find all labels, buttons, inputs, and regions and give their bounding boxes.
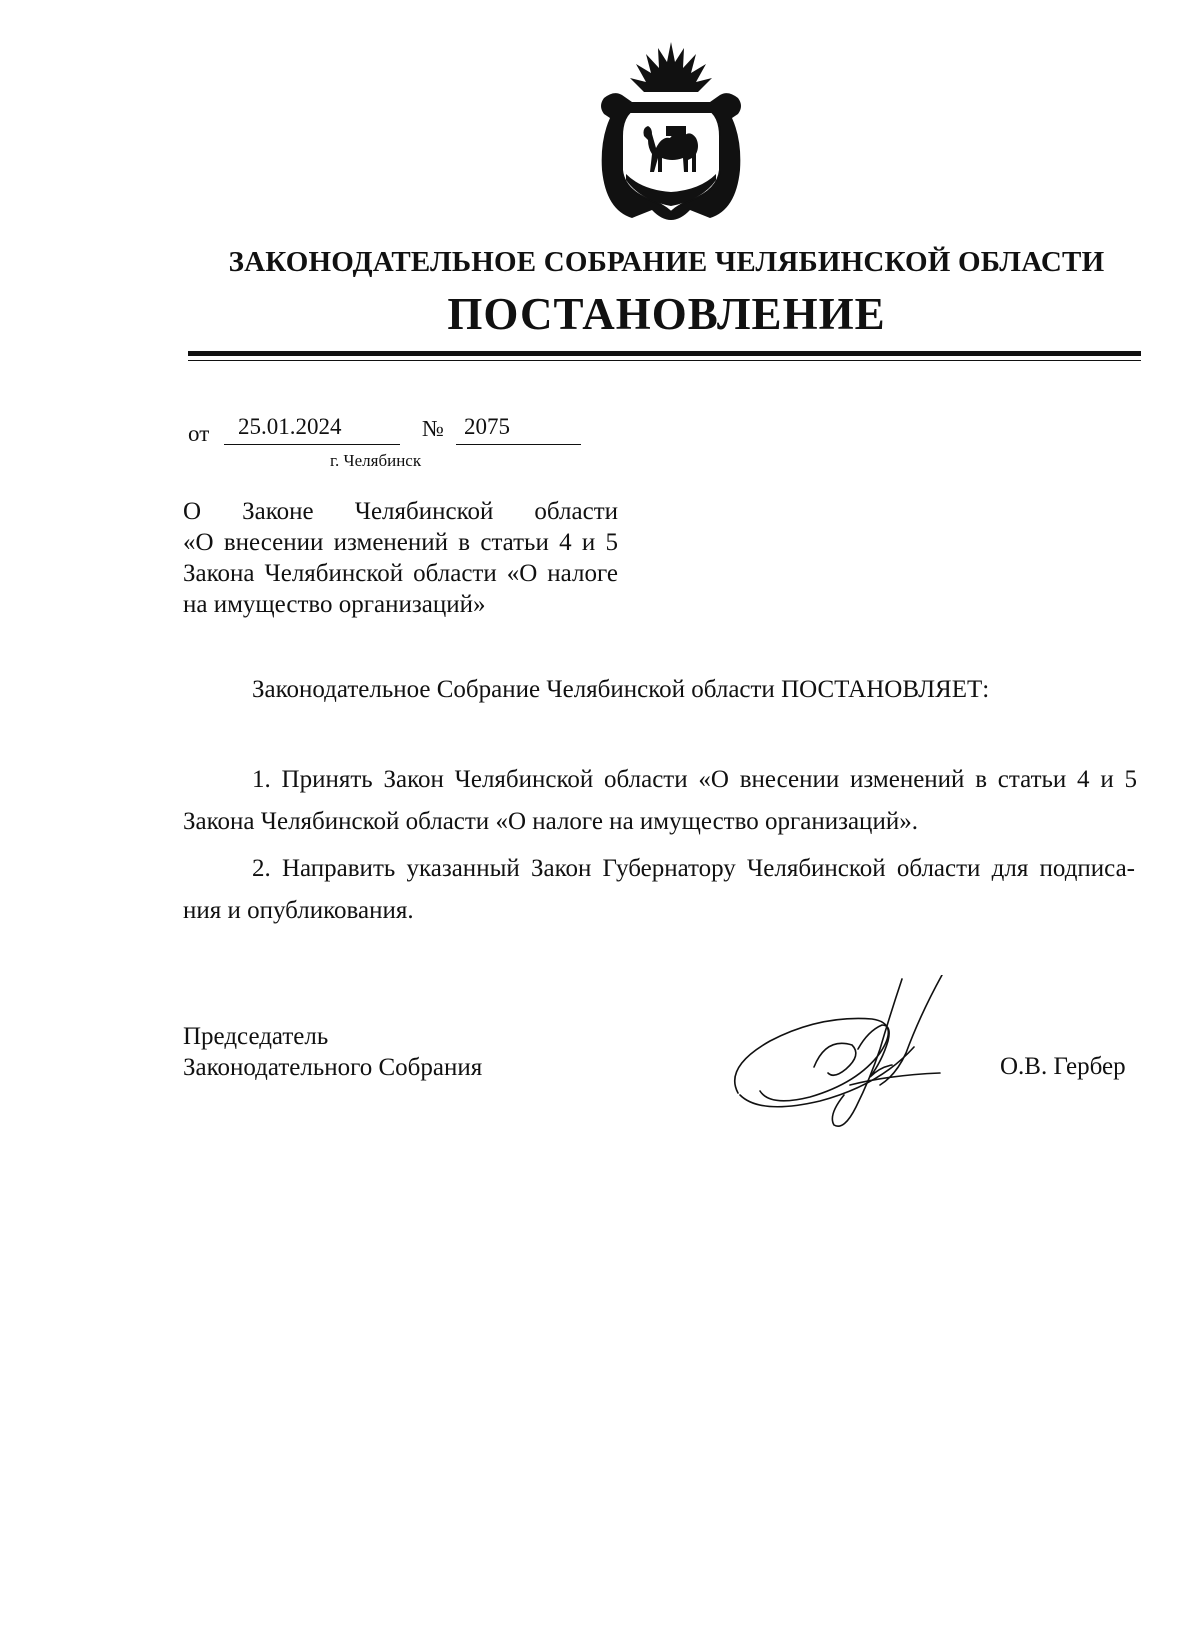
subject-line: О Законе Челябинской области — [183, 498, 618, 525]
item-2-line-1: 2. Направить указанный Закон Губернатору Челябинской области для подписа- — [252, 855, 1135, 882]
item-2-line-2: ния и опубликования. — [183, 897, 414, 924]
preamble: Законодательное Собрание Челябинской области ПОСТАНОВЛЯЕТ: — [252, 676, 990, 703]
signer-title-line: Председатель — [183, 1023, 329, 1050]
signer-name: О.В. Гербер — [1000, 1053, 1126, 1080]
subject-line: Закона Челябинской области «О налоге — [183, 560, 618, 587]
signer-title — [183, 1021, 482, 1083]
date-underline — [224, 444, 400, 445]
item-1-line-2: Закона Челябинской области «О налоге на имущество организаций». — [183, 808, 918, 835]
subject-line: «О внесении изменений в статьи 4 и 5 — [183, 529, 618, 556]
item-1-line-1: 1. Принять Закон Челябинской области «О внесении изменений в статьи 4 и 5 — [252, 766, 1137, 793]
header-rule-thick — [188, 351, 1141, 356]
number-underline — [456, 444, 581, 445]
document-date: 25.01.2024 — [238, 414, 342, 439]
city-label: г. Челябинск — [330, 451, 422, 470]
handwritten-signature — [730, 975, 1000, 1140]
coat-of-arms-icon — [592, 40, 750, 230]
subject-line: на имущество организаций» — [183, 591, 486, 618]
header-rule-thin — [188, 360, 1141, 361]
document-type-title: ПОСТАНОВЛЕНИЕ — [447, 289, 886, 339]
number-prefix: № — [422, 416, 444, 441]
date-prefix: от — [188, 421, 210, 446]
organization-title: ЗАКОНОДАТЕЛЬНОЕ СОБРАНИЕ ЧЕЛЯБИНСКОЙ ОБЛАСТИ — [228, 246, 1105, 278]
document-number: 2075 — [464, 414, 510, 439]
subject-block — [183, 496, 618, 620]
signer-title-line: Законодательного Собрания — [183, 1054, 483, 1081]
